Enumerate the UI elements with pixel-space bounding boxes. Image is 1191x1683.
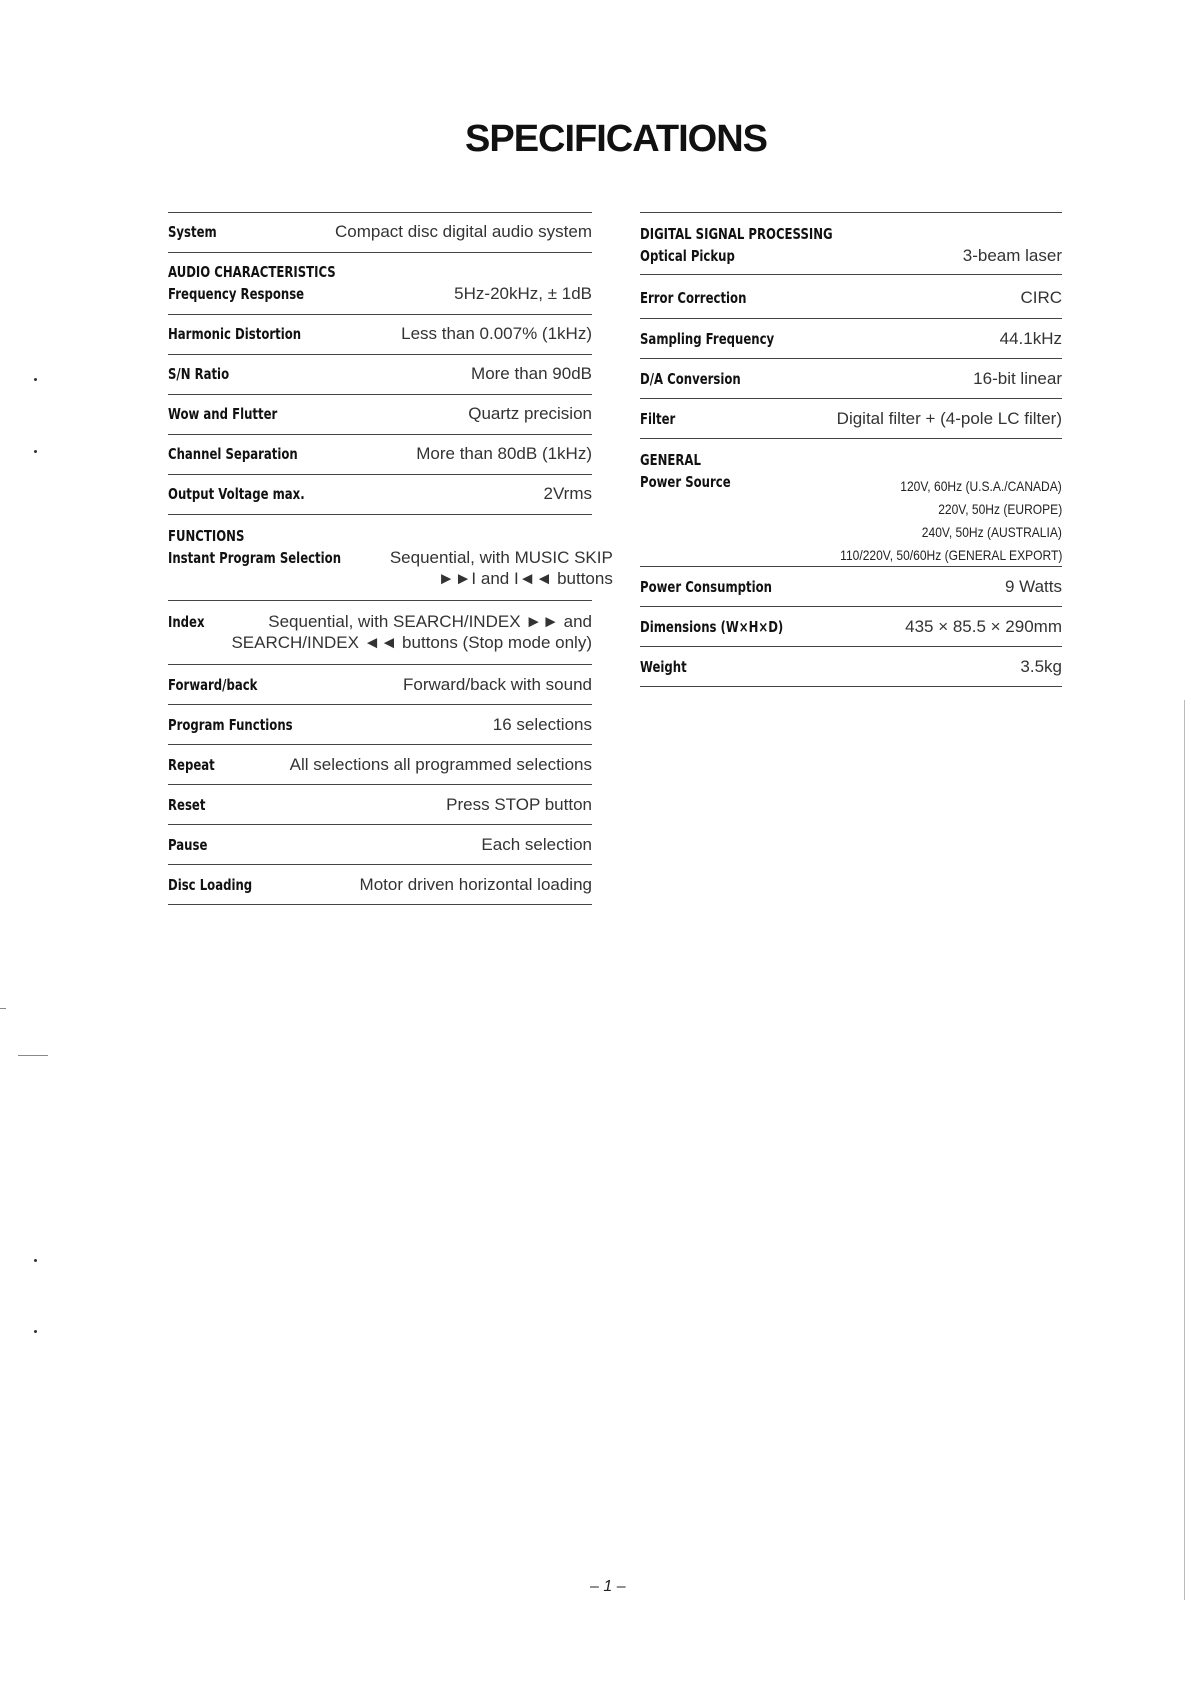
spec-label: Index (168, 613, 205, 631)
spec-label: Power Consumption (640, 578, 772, 596)
power-source-value: 240V, 50Hz (AUSTRALIA) (921, 524, 1062, 540)
spec-value: 16 selections (492, 715, 592, 734)
spec-label: Dimensions (W×H×D) (640, 618, 784, 636)
spec-row-frequency (168, 253, 592, 315)
scan-speck (34, 1259, 37, 1262)
scan-speck (34, 1330, 37, 1333)
power-source-value: 220V, 50Hz (EUROPE) (937, 501, 1062, 517)
power-source-value: 120V, 60Hz (U.S.A./CANADA) (900, 478, 1062, 494)
spec-row-program-functions (168, 705, 592, 745)
section-heading-functions: FUNCTIONS (168, 527, 245, 545)
spec-row-error-correction (640, 275, 1062, 319)
section-heading-dsp: DIGITAL SIGNAL PROCESSING (640, 225, 833, 243)
spec-value: Less than 0.007% (1kHz) (401, 324, 592, 343)
spec-row-disc-loading (168, 865, 592, 905)
spec-value: All selections all programmed selections (289, 755, 592, 774)
spec-label: Forward/back (168, 676, 258, 694)
scan-speck (0, 1008, 6, 1009)
spec-value: 5Hz-20kHz, ± 1dB (454, 284, 592, 303)
spec-value: 3-beam laser (962, 246, 1062, 265)
spec-row-instant-program (168, 515, 613, 601)
spec-label: Harmonic Distortion (168, 325, 302, 343)
spec-label: Weight (640, 658, 687, 676)
spec-value: Motor driven horizontal loading (359, 875, 592, 894)
spec-value: 9 Watts (1005, 577, 1062, 596)
spec-value: 3.5kg (1020, 657, 1062, 676)
scan-speck (34, 378, 37, 381)
spec-label: Instant Program Selection (168, 549, 342, 567)
spec-label: Repeat (168, 756, 215, 774)
spec-label: Filter (640, 410, 676, 428)
spec-label: Pause (168, 836, 208, 854)
spec-label: Wow and Flutter (168, 405, 278, 423)
spec-value: Quartz precision (468, 404, 592, 423)
spec-row-filter (640, 399, 1062, 439)
scan-edge (1184, 700, 1185, 1600)
page-title: SPECIFICATIONS (465, 118, 767, 160)
spec-row-repeat (168, 745, 592, 785)
left-spec-column (168, 212, 613, 905)
spec-label: Power Source (640, 473, 731, 491)
spec-row-weight (640, 647, 1062, 687)
spec-row-index (168, 601, 592, 665)
right-spec-column (640, 212, 1062, 687)
spec-row-system (168, 213, 592, 253)
spec-value: Compact disc digital audio system (334, 222, 592, 241)
spec-row-power-source (640, 439, 1062, 567)
spec-value: 16-bit linear (973, 369, 1062, 388)
spec-value: 435 × 85.5 × 290mm (905, 617, 1062, 636)
spec-label: Sampling Frequency (640, 330, 775, 348)
spec-label: D/A Conversion (640, 370, 741, 388)
spec-value: Each selection (481, 835, 592, 854)
spec-label: Channel Separation (168, 445, 298, 463)
spec-row-pause (168, 825, 592, 865)
spec-value: 2Vrms (543, 484, 592, 503)
spec-row-sampling (640, 319, 1062, 359)
power-source-value: 110/220V, 50/60Hz (GENERAL EXPORT) (839, 547, 1062, 563)
spec-label: Program Functions (168, 716, 293, 734)
spec-value: Forward/back with sound (403, 675, 592, 694)
spec-row-wow (168, 395, 592, 435)
spec-row-sn (168, 355, 592, 395)
page-number: – 1 – (590, 1578, 626, 1595)
spec-value: 44.1kHz (999, 329, 1062, 348)
scan-speck (34, 450, 37, 453)
spec-row-reset (168, 785, 592, 825)
spec-value: Sequential, with SEARCH/INDEX ►► and (268, 612, 592, 631)
spec-row-output-voltage (168, 475, 592, 515)
spec-label: Frequency Response (168, 285, 305, 303)
spec-value: SEARCH/INDEX ◄◄ buttons (Stop mode only) (231, 633, 592, 652)
spec-value: CIRC (1020, 288, 1062, 307)
spec-label: Reset (168, 796, 206, 814)
spec-row-da-conversion (640, 359, 1062, 399)
section-heading-audio: AUDIO CHARACTERISTICS (168, 263, 336, 281)
spec-value: More than 80dB (1kHz) (416, 444, 592, 463)
spec-label: S/N Ratio (168, 365, 230, 383)
spec-value: Digital filter + (4-pole LC filter) (836, 409, 1062, 428)
scan-speck (18, 1055, 48, 1056)
spec-label: Output Voltage max. (168, 485, 305, 503)
spec-value: More than 90dB (471, 364, 592, 383)
spec-row-dimensions (640, 607, 1062, 647)
spec-row-power-consumption (640, 567, 1062, 607)
section-heading-general: GENERAL (640, 451, 701, 469)
spec-row-channel-separation (168, 435, 592, 475)
spec-value: Sequential, with MUSIC SKIP (389, 548, 613, 567)
spec-label: Error Correction (640, 289, 747, 307)
spec-row-harmonic (168, 315, 592, 355)
spec-row-forward-back (168, 665, 592, 705)
spec-value: Press STOP button (446, 795, 592, 814)
spec-value: ►►I and I◄◄ buttons (437, 569, 613, 588)
spec-label: Optical Pickup (640, 247, 735, 265)
spec-label: Disc Loading (168, 876, 253, 894)
spec-label: System (168, 223, 217, 241)
spec-row-optical-pickup (640, 213, 1062, 275)
